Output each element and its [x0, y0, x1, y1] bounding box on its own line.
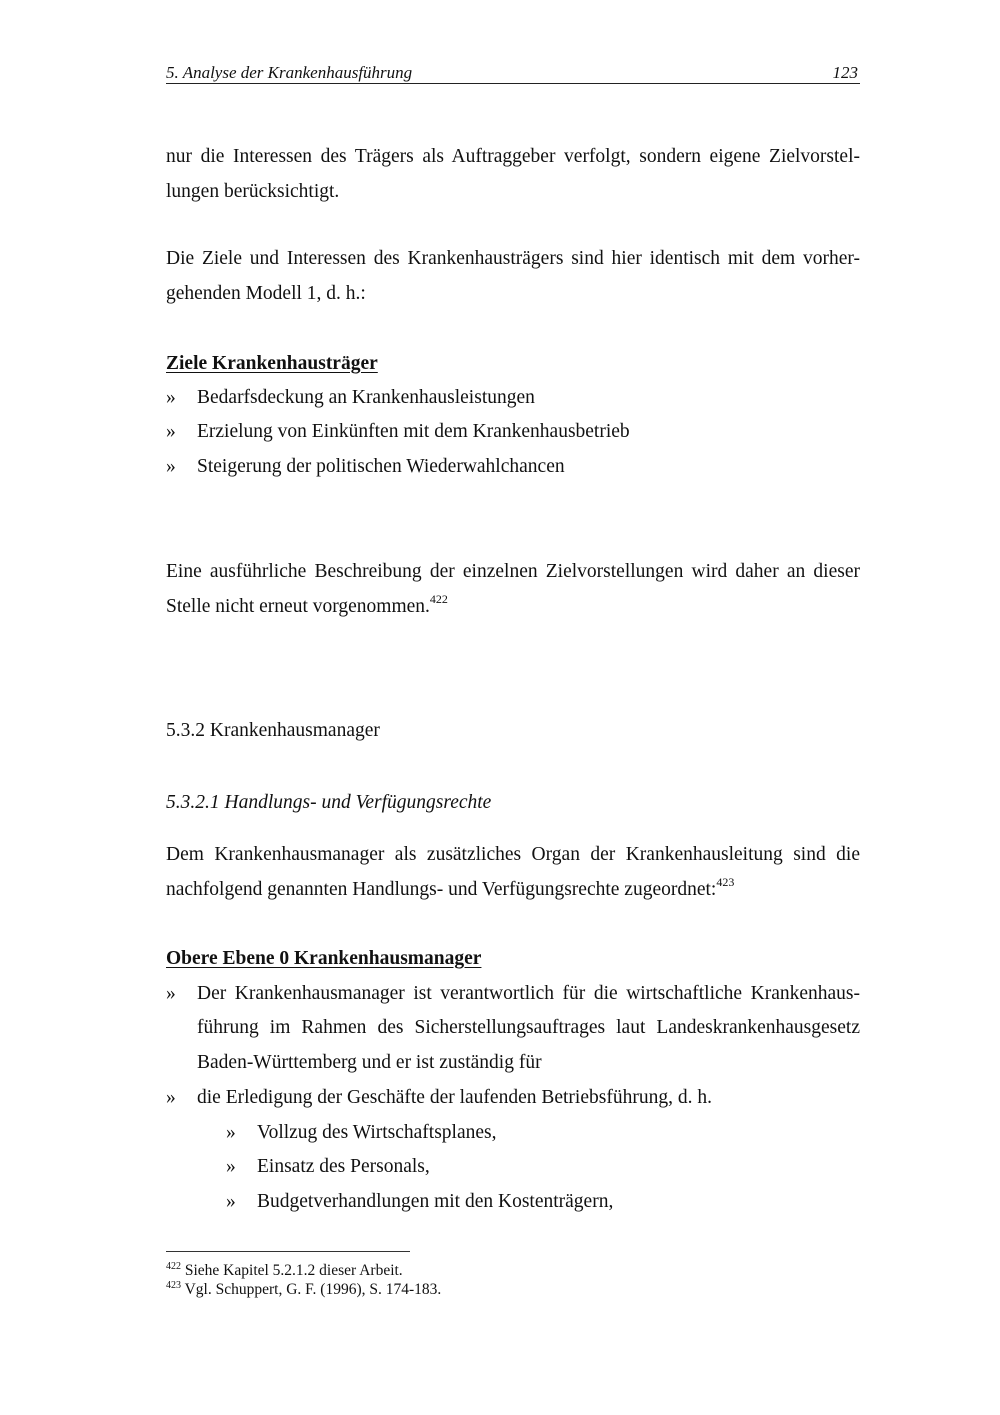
- bullet-marker: »: [226, 1156, 236, 1177]
- footnote-text: Vgl. Schuppert, G. F. (1996), S. 174-183.: [184, 1281, 442, 1298]
- footnote-number: 422: [166, 1261, 181, 1272]
- subsection-title: 5.3.2.1 Handlungs- und Verfügungsrechte: [166, 792, 492, 813]
- list-item-text: Vollzug des Wirtschaftsplanes,: [257, 1122, 497, 1143]
- paragraph-line-text: nachfolgend genannten Handlungs- und Verfügungsrechte zugeordnet:: [166, 878, 717, 900]
- running-header: [166, 61, 860, 84]
- paragraph-line: Dem Krankenhausmanager als zusätzliches Organ der Krankenhausleitung sind die: [166, 844, 860, 865]
- paragraph-line: [166, 590, 860, 625]
- level-heading: Obere Ebene 0 Krankenhausmanager: [166, 948, 482, 969]
- list-item-text: führung im Rahmen des Sicherstellungsauftrages laut Landeskrankenhausgesetz: [197, 1017, 860, 1038]
- footnote: [166, 1261, 403, 1280]
- list-item-text: Budgetverhandlungen mit den Kostenträgern,: [257, 1191, 614, 1212]
- bullet-marker: »: [166, 456, 176, 477]
- list-item-text: Der Krankenhausmanager ist verantwortlich für die wirtschaftliche Krankenhaus-: [197, 983, 860, 1004]
- footnote-ref: 423: [716, 874, 735, 889]
- bullet-marker: »: [226, 1191, 236, 1212]
- paragraph-line: Die Ziele und Interessen des Krankenhausträgers sind hier identisch mit dem vorher-: [166, 248, 860, 269]
- list-item-text: Erzielung von Einkünften mit dem Krankenhausbetrieb: [197, 421, 630, 442]
- bullet-marker: »: [166, 421, 176, 442]
- paragraph-3: [166, 555, 860, 624]
- list-item-text: Einsatz des Personals,: [257, 1156, 430, 1177]
- footnote-number: 423: [166, 1280, 181, 1291]
- bullet-marker: »: [226, 1122, 236, 1143]
- list-item-text: Steigerung der politischen Wiederwahlchancen: [197, 456, 565, 477]
- goals-heading: Ziele Krankenhausträger: [166, 353, 378, 374]
- list-item-text: die Erledigung der Geschäfte der laufenden Betriebsführung, d. h.: [197, 1087, 712, 1108]
- bullet-marker: »: [166, 1087, 176, 1108]
- paragraph-line: nur die Interessen des Trägers als Auftraggeber verfolgt, sondern eigene Zielvorstel-: [166, 146, 860, 167]
- list-item-text: Baden-Württemberg und er ist zuständig für: [197, 1052, 542, 1073]
- bullet-marker: »: [166, 983, 176, 1004]
- footnote: [166, 1280, 441, 1299]
- paragraph-1: [166, 140, 860, 209]
- paragraph-line: [166, 873, 860, 908]
- paragraph-line: gehenden Modell 1, d. h.:: [166, 282, 366, 304]
- chapter-title: 5. Analyse der Krankenhausführung: [166, 63, 413, 82]
- page-number: 123: [832, 63, 858, 82]
- paragraph-line: lungen berücksichtigt.: [166, 180, 340, 202]
- footnote-divider: [166, 1251, 410, 1252]
- footnote-text: Siehe Kapitel 5.2.1.2 dieser Arbeit.: [184, 1262, 403, 1279]
- list-item-text: Bedarfsdeckung an Krankenhausleistungen: [197, 387, 535, 408]
- section-title: 5.3.2 Krankenhausmanager: [166, 720, 380, 741]
- paragraph-line-text: Stelle nicht erneut vorgenommen.: [166, 595, 430, 617]
- footnote-ref: 422: [429, 591, 448, 606]
- paragraph-line: Eine ausführliche Beschreibung der einzelnen Zielvorstellungen wird daher an dieser: [166, 561, 860, 582]
- bullet-marker: »: [166, 387, 176, 408]
- paragraph-2: [166, 242, 860, 311]
- paragraph-4: [166, 838, 860, 907]
